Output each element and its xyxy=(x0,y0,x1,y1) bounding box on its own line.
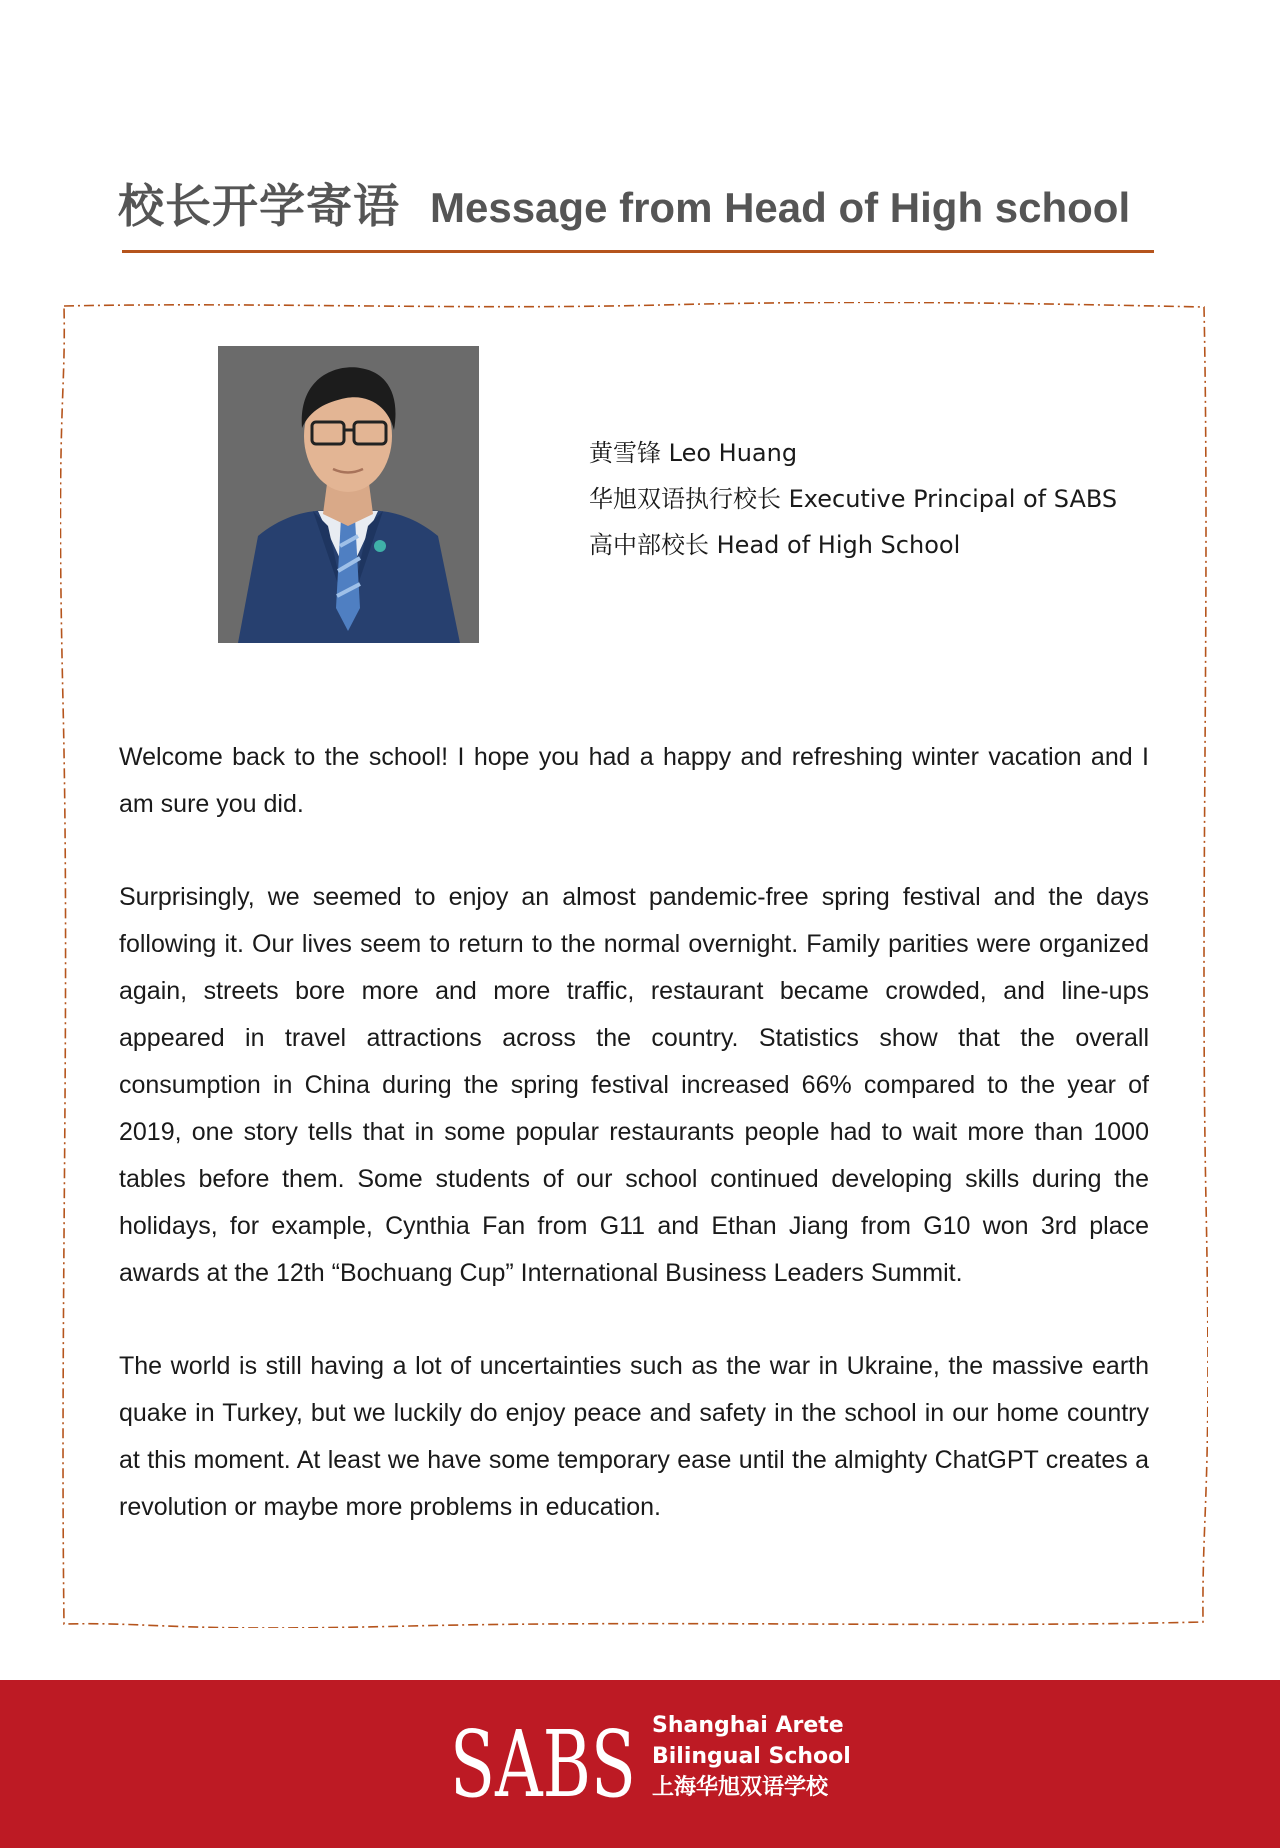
message-body xyxy=(119,734,1149,1577)
footer-banner xyxy=(0,1680,1280,1848)
page-header xyxy=(118,170,1152,256)
school-logo xyxy=(450,1710,640,1810)
message-paragraph: Welcome back to the school! I hope you had a happy and refreshing winter vacation and I am sure you did. xyxy=(119,743,1149,818)
sabs-logo-icon xyxy=(450,1710,640,1810)
portrait-photo-icon xyxy=(218,346,479,643)
school-name-en-line-1: Shanghai Arete xyxy=(652,1713,844,1738)
profile-info xyxy=(589,430,1117,568)
profile-name: 黄雪锋 Leo Huang xyxy=(589,439,798,467)
title-underline xyxy=(122,250,1154,253)
school-name xyxy=(652,1710,851,1803)
school-name-en-line-2: Bilingual School xyxy=(652,1744,851,1769)
title-english: Message from Head of High school xyxy=(430,184,1131,231)
message-paragraph: Surprisingly, we seemed to enjoy an almost pandemic-free spring festival and the days following it. Our lives seem to return to the normal overnight. Family parities were organized again, streets bore more and more traffic, restaurant became crowded, and line-ups appeared in travel attractions across the country. Statistics show that the overall consumption in China during the spring festival increased 66% compared to the year of 2019, one story tells that in some popular restaurants people had to wait more than 1000 tables before them. Some students of our school continued developing skills during the holidays, for example, Cynthia Fan from G11 and Ethan Jiang from G10 won 3rd place awards at the 12th “Bochuang Cup” International Business Leaders Summit. xyxy=(119,883,1149,1287)
profile-role-principal: 华旭双语执行校长 Executive Principal of SABS xyxy=(589,485,1118,513)
page-title xyxy=(118,170,1152,236)
school-name-cn: 上海华旭双语学校 xyxy=(652,1775,829,1800)
message-paragraph: The world is still having a lot of uncertainties such as the war in Ukraine, the massive earth quake in Turkey, but we luckily do enjoy peace and safety in the school in our home country at this moment. At least we have some temporary ease until the almighty ChatGPT creates a revolution or maybe more problems in education. xyxy=(119,1352,1149,1521)
title-chinese: 校长开学寄语 xyxy=(118,179,400,233)
profile-role-head: 高中部校长 Head of High School xyxy=(589,531,961,559)
logo-letters: SABS xyxy=(450,1711,636,1810)
portrait-photo xyxy=(218,346,479,643)
